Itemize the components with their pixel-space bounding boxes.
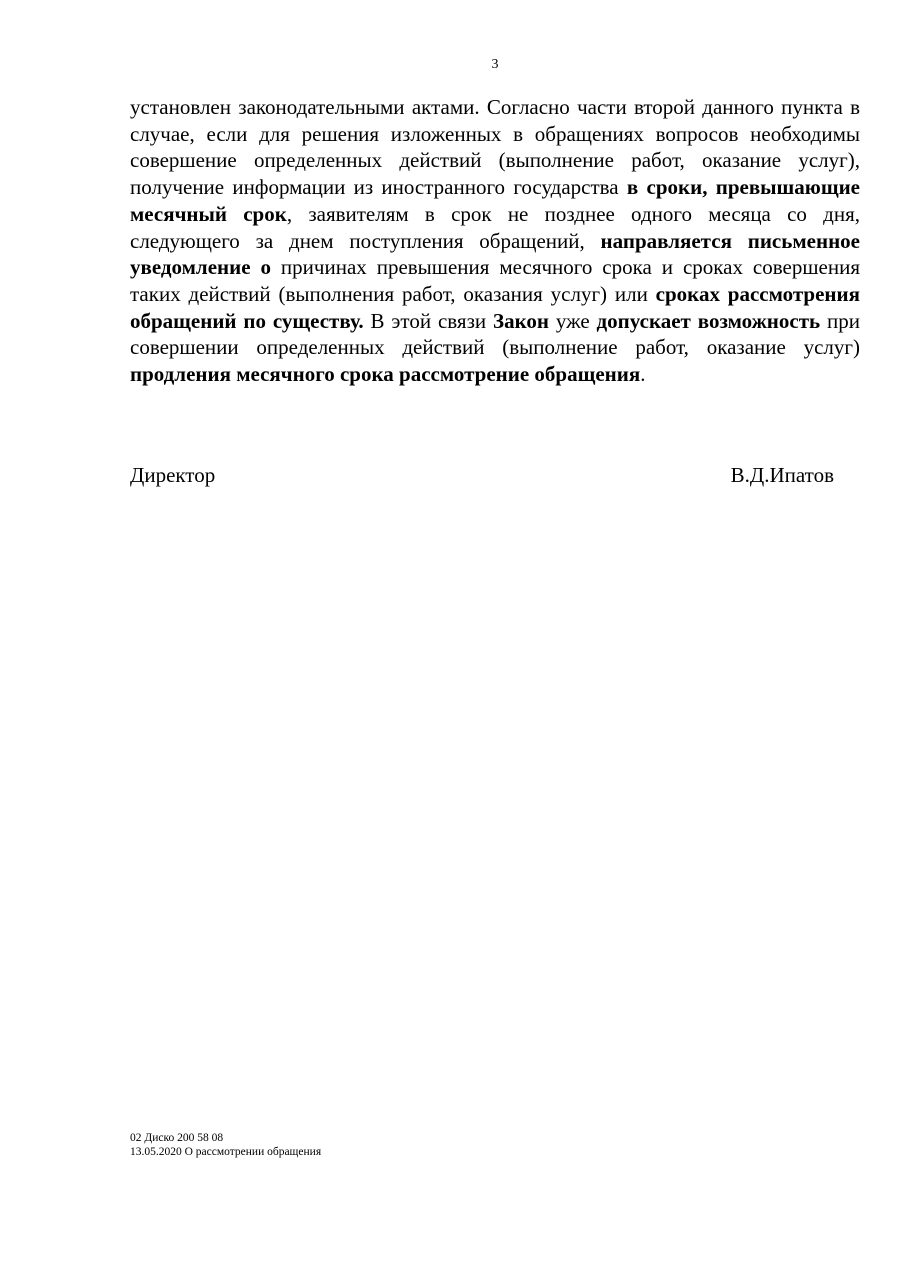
text-segment-bold: направляется письменное уведомление о <box>130 228 860 280</box>
document-footer <box>130 1131 321 1159</box>
text-segment-bold: Закон <box>492 308 549 333</box>
text-segment: , заявителям в срок не позднее одного месяца со дня, следующего за днем поступления обращений, <box>130 201 860 253</box>
text-segment: уже <box>549 308 597 333</box>
text-segment: В этой связи <box>363 308 493 333</box>
text-segment-bold: в сроки, превышающие месячный срок <box>130 175 860 226</box>
text-segment: установлен законодательными актами. Согласно части второй данного пункта в случае, если для решения изложенных в обращениях вопросов необходимы совершение определенных действий (выполнение работ, оказание услуг), получение информации из иностранного государства <box>130 95 860 200</box>
page-number: 3 <box>491 57 499 72</box>
text-segment: . <box>640 362 646 387</box>
text-segment-bold: сроках рассмотрения обращений по существу. <box>130 281 860 333</box>
signer-position: Директор <box>130 463 216 487</box>
footer-document-line: 13.05.2020 О рассмотрении обращения <box>130 1146 322 1158</box>
footer-executor-line: 02 Диско 200 58 08 <box>130 1132 224 1144</box>
signer-name: В.Д.Ипатов <box>730 463 834 487</box>
body-paragraph <box>130 94 860 388</box>
text-segment: причинах превышения месячного срока и сроках совершения таких действий (выполнения работ, оказания услуг) или <box>130 255 860 306</box>
text-segment-bold: допускает возможность <box>596 308 821 333</box>
text-segment-bold: продления месячного срока рассмотрение обращения <box>130 362 641 387</box>
text-segment: при совершении определенных действий (выполнение работ, оказание услуг) <box>130 308 861 360</box>
